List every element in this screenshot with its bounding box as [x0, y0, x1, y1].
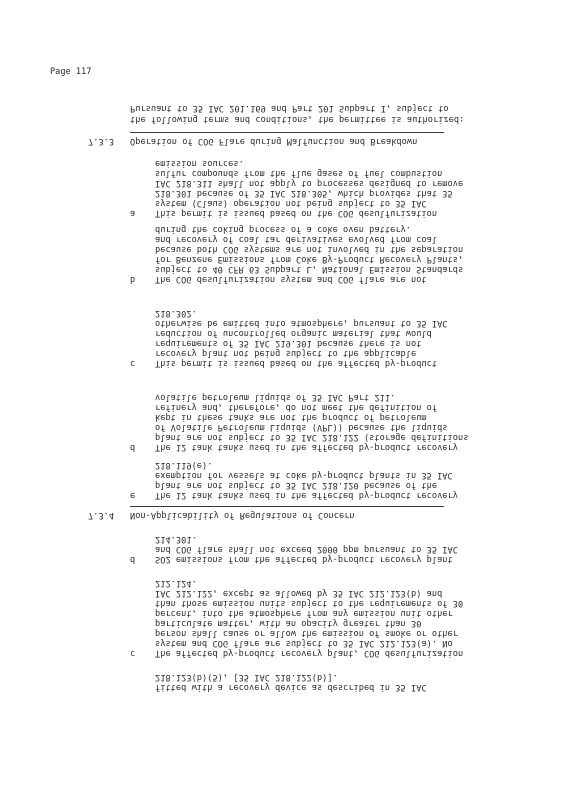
paragraph-line: particulate matter, with an opacity greater than 30: [155, 618, 422, 628]
paragraph-marker: c: [130, 648, 136, 658]
paragraph-line: refinery and, therefore, do not meet the definition of: [155, 402, 438, 412]
paragraph-line: This permit is issued based on the affected by-product: [155, 358, 438, 368]
paragraph-line: system and COG flare are subject to 35 IAC 212.123(a). No: [155, 638, 453, 648]
paragraph-line: 218.302.: [155, 308, 197, 318]
paragraph-line: fitted with a recovery device as described in 35 IAC: [155, 682, 427, 692]
paragraph-line: The 12 tank tanks used in the affected by-product recovery: [155, 490, 458, 500]
paragraph-line: This permit is issued based on the COG desulfurization: [155, 208, 438, 218]
paragraph-line: IAC 212.122, except as allowed by 35 IAC 212.123(b) and: [155, 588, 443, 598]
heading-underline: [130, 132, 444, 133]
paragraph-line: for Benzene Emissions from Coke By-Product Recovery Plants,: [155, 254, 464, 264]
paragraph-line: and recovery of coal tar derivatives evolved from coal: [155, 234, 438, 244]
paragraph-line: system (Claus) operation not being subject to 35 IAC: [155, 198, 427, 208]
paragraph-marker: a: [130, 208, 136, 218]
paragraph-line: reduction of uncontrolled organic material that would: [155, 328, 432, 338]
paragraph-line: kept in these tanks are not the product of petroleum: [155, 412, 427, 422]
paragraph-line: 214.301.: [155, 534, 197, 544]
paragraph-line: person shall cause or allow the emission of smoke or other: [155, 628, 458, 638]
heading-underline: [130, 506, 444, 507]
paragraph-line: SO2 emissions from the affected by-product recovery plant: [155, 554, 453, 564]
paragraph-line: and COG flare shall not exceed 2000 ppm pursuant to 35 IAC: [155, 544, 458, 554]
paragraph-line: exemption for vessels at coke by-product plants in 35 IAC: [155, 470, 453, 480]
section-heading: Non-Applicability of Regulations of Concern: [130, 510, 355, 520]
paragraph-line: subject to 40 CFR 63 Subpart L, National Emission Standards: [155, 264, 464, 274]
paragraph-line: requirements of 35 IAC 219.301 because there is not: [155, 338, 422, 348]
paragraph-line: plant are not subject to 35 IAC 218.122 (storage definitions: [155, 432, 469, 442]
paragraph-line: of Volatile Petroleum Liquids (VPL)) because the liquids: [155, 422, 448, 432]
paragraph-marker: b: [130, 274, 136, 284]
paragraph-line: 218.301 because of 35 IAC 218.305, which provides that 35: [155, 188, 453, 198]
section-number: 7.3.4: [88, 510, 115, 520]
section-number: 7.3.3: [88, 136, 115, 146]
paragraph-line: The 12 tank tanks used in the affected by-product recovery: [155, 442, 458, 452]
paragraph-line: recovery plant not being subject to the applicable: [155, 348, 417, 358]
paragraph-marker: d: [130, 554, 136, 564]
paragraph-line: otherwise be emitted into atmosphere, pursuant to 35 IAC: [155, 318, 448, 328]
paragraph-marker: c: [130, 358, 136, 368]
paragraph-line: IAC 218.311 shall not apply to processes designed to remove: [155, 178, 464, 188]
paragraph-line: plant are not subject to 35 IAC 218.120 because of the: [155, 480, 438, 490]
paragraph-line: 218.123(b)(5), [35 IAC 218.122(b)].: [155, 672, 338, 682]
page-number: Page 117: [50, 67, 92, 77]
paragraph-line: sulfur compounds from the flue gases of fuel combustion: [155, 168, 443, 178]
header-line: the following terms and conditions, the permittee is authorized:: [130, 114, 465, 124]
paragraph-line: during the coking process of a coke oven battery.: [155, 224, 411, 234]
paragraph-marker: e: [130, 490, 136, 500]
paragraph-line: than those emission units subject to the requirements of 30: [155, 598, 464, 608]
paragraph-line: percent, into the atmosphere from any emission unit other: [155, 608, 453, 618]
paragraph-line: because both COG systems are not involved in the separation: [155, 244, 464, 254]
paragraph-line: The affected by-product recovery plant, COG desulfurization: [155, 648, 464, 658]
paragraph-line: emission sources.: [155, 158, 244, 168]
paragraph-marker: d: [130, 442, 136, 452]
paragraph-line: The COG desulfurization system and COG flare are not: [155, 274, 427, 284]
paragraph-line: 218.119(e).: [155, 460, 213, 470]
header-line: Pursuant to 35 IAC 201.169 and Part 201 Subpart I, subject to: [130, 103, 449, 113]
paragraph-line: volatile petroleum liquids of 35 IAC Part 211.: [155, 392, 396, 402]
paragraph-line: 212.124.: [155, 578, 197, 588]
section-heading: Operation of COG Flare during Malfunction and Breakdown: [130, 136, 418, 146]
